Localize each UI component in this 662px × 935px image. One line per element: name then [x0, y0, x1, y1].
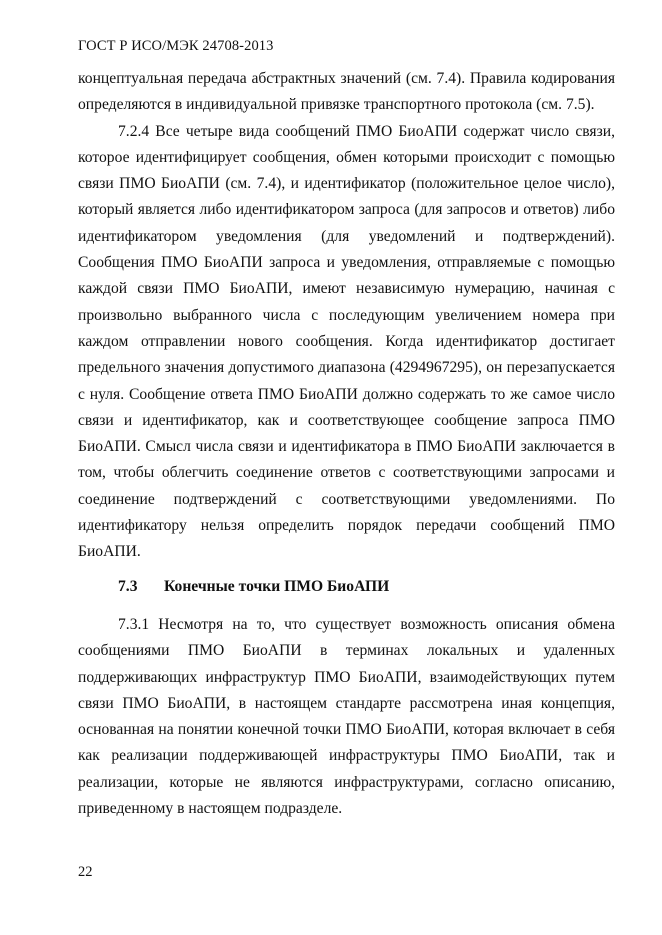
section-number: 7.3: [118, 577, 138, 595]
page-number: 22: [78, 864, 93, 880]
document-body: [78, 66, 615, 822]
section-title: Конечные точки ПМО БиоАПИ: [164, 577, 390, 595]
paragraph-7-3-1: 7.3.1 Несмотря на то, что существует возможность описания обмена сообщениями ПМО БиоАПИ в терминах локальных и удаленных поддерживающих инфраструктур ПМО БиоАПИ, взаимодействующих путем связи ПМО БиоАПИ, в настоящем стандарте рассмотрена иная концепция, основанная на понятии конечной точки ПМО БиоАПИ, которая включает в себя как реализации поддерживающей инфраструктуры ПМО БиоАПИ, так и реализации, которые не являются инфраструктурами, согласно описанию, приведенному в настоящем подразделе.: [78, 615, 615, 818]
document-header: ГОСТ Р ИСО/МЭК 24708-2013: [78, 38, 274, 54]
paragraph-7-2-4: 7.2.4 Все четыре вида сообщений ПМО БиоАПИ содержат число связи, которое идентифицирует сообщения, обмен которыми происходит с помощью связи ПМО БиоАПИ (см. 7.4), и идентификатор (положительное целое число), который является либо идентификатором запроса (для запросов и ответов) либо идентификатором уведомления (для уведомлений и подтверждений). Сообщения ПМО БиоАПИ запроса и уведомления, отправляемые с помощью каждой связи ПМО БиоАПИ, имеют независимую нумерацию, начиная с произвольно выбранного числа с последующим увеличением номера при каждом отправлении нового сообщения. Когда идентификатор достигает предельного значения допустимого диапазона (4294967295), он перезапускается с нуля. Сообщение ответа ПМО БиоАПИ должно содержать то же самое число связи и идентификатор, как и соответствующее сообщение запроса ПМО БиоАПИ. Смысл числа связи и идентификатора в ПМО БиоАПИ заключается в том, чтобы облегчить соединение ответов с соответствующими запросами и соединение подтверждений с соответствующими уведомлениями. По идентификатору нельзя определить порядок передачи сообщений ПМО БиоАПИ.: [78, 122, 615, 561]
paragraph-continuation: концептуальная передача абстрактных значений (см. 7.4). Правила кодирования определяются в индивидуальной привязке транспортного протокола (см. 7.5).: [78, 70, 615, 114]
section-heading: [78, 574, 615, 600]
